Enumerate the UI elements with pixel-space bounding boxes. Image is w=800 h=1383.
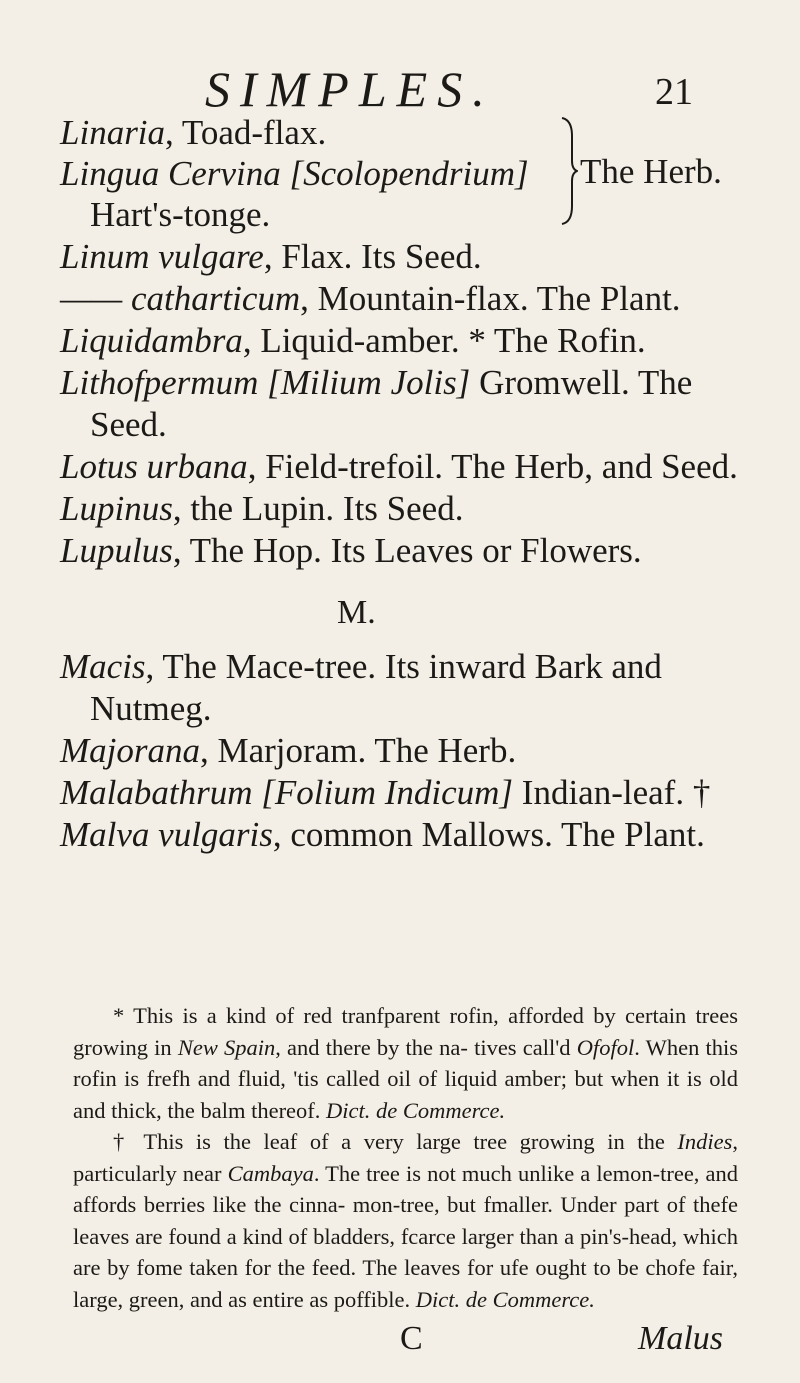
entry-term: Liquidambra <box>60 321 243 360</box>
entry-harts <box>90 194 270 236</box>
catchword: Malus <box>638 1320 723 1357</box>
footnote-asterisk <box>73 1000 738 1126</box>
entry-term: —— catharticum <box>60 279 301 318</box>
entry-linum <box>60 236 760 278</box>
footnotes <box>73 1000 738 1315</box>
note-text: , and there by the na- tives call'd <box>275 1034 577 1060</box>
entry-macis <box>60 646 760 730</box>
entries-list <box>60 112 760 856</box>
entry-lotus <box>60 446 760 488</box>
entry-liquidambra <box>60 320 760 362</box>
entry-text: , Toad-flax. <box>165 113 327 152</box>
entry-text: , Liquid-amber. * The Rofin. <box>242 321 646 360</box>
entry-bracket: [Milium Jolis] <box>267 363 471 402</box>
entry-term: Malva vulgaris <box>60 815 273 854</box>
page-number: 21 <box>655 71 693 113</box>
entry-term: Lupulus <box>60 531 173 570</box>
note-source: Dict. de Commerce. <box>326 1097 506 1123</box>
note-place: Indies <box>677 1129 733 1154</box>
entry-text: , Flax. Its Seed. <box>263 237 482 276</box>
entry-term: Lotus urbana <box>60 447 248 486</box>
entry-text: Indian-leaf. † <box>513 773 711 812</box>
entry-bracket: [Folium Indicum] <box>261 773 514 812</box>
section-letter: M. <box>337 594 376 631</box>
entry-malabathrum <box>60 772 760 814</box>
entry-lithofpermum <box>60 362 760 446</box>
braced-group <box>60 112 760 236</box>
entry-term: Lithofpermum <box>60 363 259 402</box>
note-text: . When this rofin is frefh and fluid, 'tis called oil of liquid amber; but when it is old and thick, the balm thereof. <box>73 1034 738 1123</box>
signature-mark: C <box>400 1320 423 1357</box>
entry-catharticum <box>60 278 760 320</box>
entry-lingua <box>60 153 529 195</box>
entry-text: , Mountain-flax. The Plant. <box>300 279 681 318</box>
entry-linaria <box>60 112 326 154</box>
note-name: Ofofol <box>576 1034 635 1060</box>
entry-lupinus <box>60 488 760 530</box>
entry-term: Linum vulgare <box>60 237 264 276</box>
entry-term: Macis <box>60 647 146 686</box>
entry-text: , Marjoram. The Herb. <box>200 731 517 770</box>
entry-text: , Field-trefoil. The Herb, and Seed. <box>247 447 738 486</box>
note-place: Cambaya <box>227 1160 314 1186</box>
running-head: SIMPLES. <box>205 61 495 117</box>
note-place: New Spain <box>177 1034 276 1060</box>
entry-term: Majorana <box>60 731 200 770</box>
entry-lupulus <box>60 530 760 572</box>
entry-term: Linaria <box>60 113 166 152</box>
entry-malva <box>60 814 760 856</box>
brace-icon <box>560 116 578 226</box>
note-source: Dict. de Commerce. <box>415 1286 595 1312</box>
entry-text: Gromwell. The Seed. <box>90 363 693 444</box>
entry-term: Malabathrum <box>60 773 253 812</box>
footnote-dagger <box>73 1126 738 1315</box>
entry-text: , common Mallows. The Plant. <box>272 815 705 854</box>
note-text: , particularly near <box>73 1129 738 1186</box>
note-text: * This is a kind of red tranfparent rofin, afforded by certain trees growing in <box>73 1003 738 1060</box>
entry-text: , the Lupin. Its Seed. <box>172 489 464 528</box>
entry-text: , The Hop. Its Leaves or Flowers. <box>172 531 642 570</box>
entry-bracket: [Scolopendrium] <box>289 154 529 193</box>
note-text: † This is the leaf of a very large tree growing in the <box>113 1129 678 1154</box>
brace-label: The Herb. <box>580 152 722 191</box>
entry-term: Lingua Cervina <box>60 154 281 193</box>
entry-majorana <box>60 730 760 772</box>
note-text: . The tree is not much unlike a lemon-tree, and affords berries like the cinna- mon-tree, but fmaller. Under part of thefe leaves are found a kind of bladders, fcarce larger than a pin's-head, which are by fome taken for the feed. The leaves for ufe ought to be chofe fair, large, green, and as entire as poffible. <box>73 1160 738 1312</box>
entry-text: , The Mace-tree. Its inward Bark and Nutmeg. <box>90 647 662 728</box>
entry-text: Hart's-tonge. <box>90 195 271 234</box>
entry-term: Lupinus <box>60 489 173 528</box>
